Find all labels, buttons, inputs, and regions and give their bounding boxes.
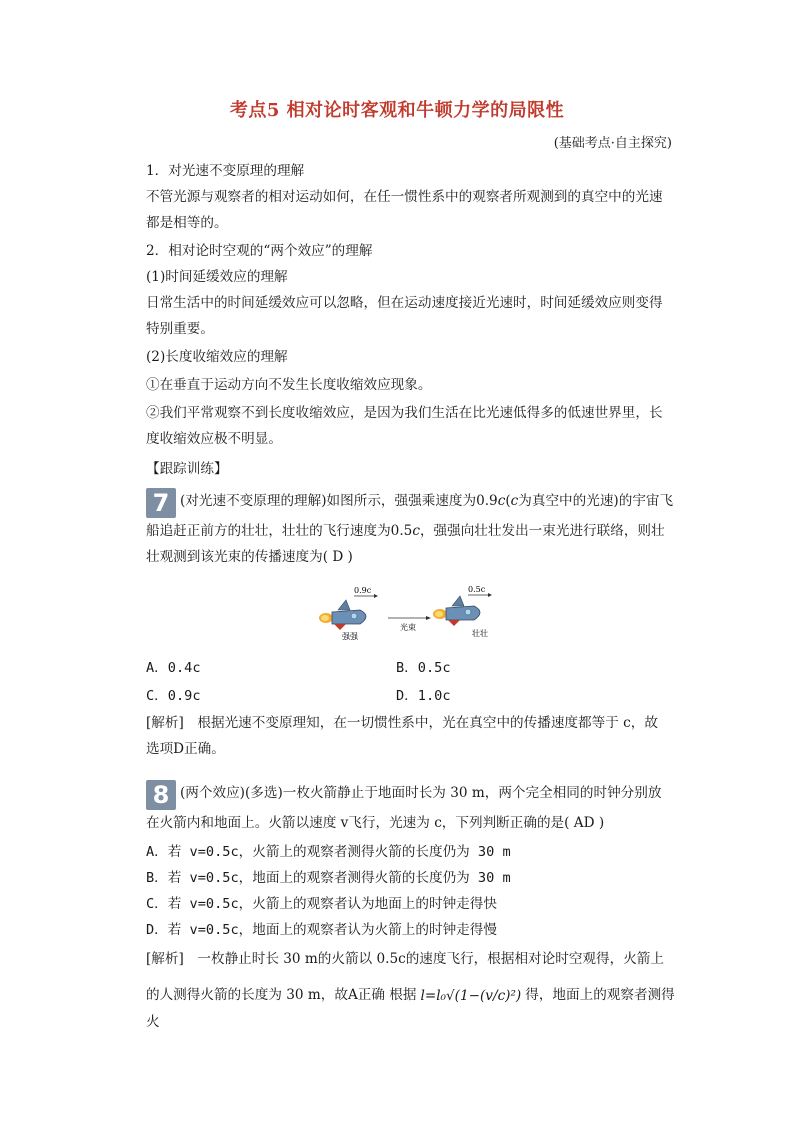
- q8-option-b[interactable]: B．若 v=0.5c，地面上的观察者测得火箭的长度仍为 30 m: [146, 870, 511, 886]
- section2-sub1-text: 日常生活中的时间延缓效应可以忽略，但在运动速度接近光速时，时间延缓效应则变得特别重要。: [146, 295, 663, 337]
- section2-heading: 2．相对论时空观的“两个效应”的理解: [146, 243, 373, 259]
- q8-stem-line1: 8 (两个效应)(多选)一枚火箭静止于地面时长为 30 m，两个完全相同的时钟分别放: [146, 780, 676, 810]
- q7-number-badge: 7: [146, 488, 176, 518]
- section2-point1: ①在垂直于运动方向不发生长度收缩效应现象。: [146, 377, 432, 393]
- section-tag: (基础考点·自主探究): [553, 136, 672, 151]
- section1-text: 不管光源与观察者的相对运动如何，在任一惯性系中的观察者所观测到的真空中的光速都是相等的。: [146, 189, 663, 231]
- q7-option-d[interactable]: D．1.0c: [396, 688, 451, 704]
- page-title: 考点5 相对论时客观和牛顿力学的局限性: [229, 100, 565, 121]
- q7-option-c[interactable]: C．0.9c: [146, 688, 201, 704]
- right-speed-label: 0.5c: [468, 586, 486, 594]
- q8-analysis-line2: 的人测得火箭的长度为 30 m，故A正确 根据 l=l₀√(1−(v/c)²) 得，地面上的观察者测得火: [146, 982, 676, 1035]
- section2-point2: ②我们平常观察不到长度收缩效应，是因为我们生活在比光速低得多的低速世界里，长度收缩效应极不明显。: [146, 405, 663, 447]
- q7-analysis-line2: 选项D正确。: [146, 741, 225, 757]
- left-name-label: 强强: [342, 632, 358, 641]
- section2-sub2: (2)长度收缩效应的理解: [146, 349, 288, 365]
- q7-option-a[interactable]: A．0.4c: [146, 660, 201, 676]
- right-rocket-icon: [433, 596, 480, 626]
- q8-stem-line2: 在火箭内和地面上。火箭以速度 v飞行，光速为 c，下列判断正确的是( AD ): [146, 815, 605, 831]
- right-name-label: 壮壮: [472, 629, 488, 638]
- q7-option-b[interactable]: B．0.5c: [396, 660, 451, 676]
- section1-heading: 1．对光速不变原理的理解: [146, 163, 305, 179]
- left-speed-label: 0.9c: [354, 586, 372, 595]
- left-rocket-icon: [319, 600, 366, 630]
- section2-sub1: (1)时间延缓效应的理解: [146, 269, 288, 285]
- q8-option-c[interactable]: C．若 v=0.5c，火箭上的观察者认为地面上的时钟走得快: [146, 896, 497, 912]
- q8-analysis-line1: [解析] 一枚静止时长 30 m的火箭以 0.5c的速度飞行，根据相对论时空观得，火箭上: [146, 951, 664, 967]
- q7-figure: [316, 586, 516, 642]
- q7-stem: 7 (对光速不变原理的理解)如图所示，强强乘速度为0.9c(c为真空中的光速)的宇宙飞船追赶正前方的壮壮，壮壮的飞行速度为0.5c，强强向壮壮发出一束光进行联络，则壮壮观测到该光束的传播速度为( D ): [146, 489, 674, 565]
- q8-option-a[interactable]: A．若 v=0.5c，火箭上的观察者测得火箭的长度仍为 30 m: [146, 844, 511, 860]
- length-contraction-formula: l=l₀√(1−(v/c)²): [420, 987, 522, 1004]
- training-label: 【跟踪训练】: [146, 461, 228, 477]
- beam-label: 光束: [400, 623, 416, 632]
- q8-option-d[interactable]: D．若 v=0.5c，地面上的观察者认为火箭上的时钟走得慢: [146, 922, 497, 938]
- q8-number-badge: 8: [146, 780, 176, 810]
- q7-analysis-line1: [解析] 根据光速不变原理知，在一切惯性系中，光在真空中的传播速度都等于 c，故: [146, 715, 658, 731]
